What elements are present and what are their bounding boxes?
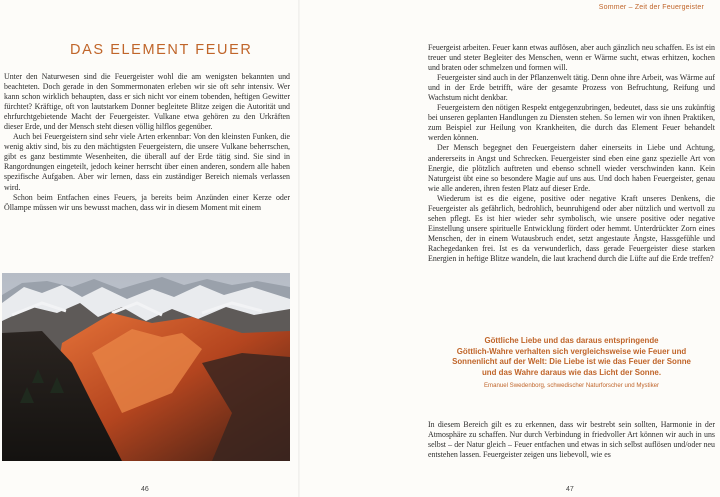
paragraph: Unter den Naturwesen sind die Feuergeister wohl die am wenigsten bekannten und beachteten. Doch gerade in den Sommermonaten erleben wir sie oft sehr intensiv. Wer kann schon wirklich behaupten, dass er sich nicht vor einem tobenden, heftigen Gewitter fürchtet? Kräftige, oft von lautstarkem Donner begleitete Blitze zeigen die Autorität und ehrfurchtgebietende Macht der Feuergeister. Vulkane etwa gehören zu den Urkräften dieser Erde, und der Mensch steht diesen völlig hilflos gegenüber. (4, 72, 290, 132)
quote-line: Sonnenlicht auf der Welt: Die Liebe ist wie das Feuer der Sonne (452, 357, 691, 367)
quote-line: und das Wahre daraus wie das Licht der Sonne. (481, 367, 662, 377)
paragraph: Schon beim Entfachen eines Feuers, ja bereits beim Anzünden einer Kerze oder Öllampe müssen wir uns bewusst machen, dass wir in diesem Moment mit einem (4, 192, 290, 212)
page-number-left: 46 (141, 486, 149, 493)
quote-line: Göttlich-Wahre verhalten sich vergleichsweise wie Feuer und (456, 346, 687, 356)
paragraph: Feuergeist arbeiten. Feuer kann etwas auflösen, aber auch gänzlich neu schaffen. Es ist ein treuer und steter Begleiter des Menschen, wenn er Wärme sucht, etwas erhitzen, kochen und braten oder schmelzen und formen will. (428, 43, 715, 73)
paragraph: Feuergeistern den nötigen Respekt entgegenzubringen, bedeutet, dass sie uns zukünftig bei unseren geplanten Handlungen zu Diensten stehen. So lernen wir von ihnen Praktiken, zum Beispiel zur Heilung von Krankheiten, die durch das Element Feuer behandelt werden können. (428, 103, 715, 143)
paragraph: In diesem Bereich gilt es zu erkennen, dass wir bestrebt sein sollten, Harmonie in der Atmosphäre zu schaffen. Nur durch Verbindung in friedvoller Art können wir auch in uns selbst – der Natur gleich – Feuer entfachen und etwas in sich selbst auflösen und/oder neu entstehen lassen. Feuergeister zeigen uns liebevoll, wie es (428, 420, 715, 460)
paragraph: Wiederum ist es die eigene, positive oder negative Kraft unseres Denkens, die Feuergeister als gefährlich, bedrohlich, beunruhigend oder aber nützlich und wertvoll zu sehen pflegt. Es ist hier wieder sehr symbolisch, wie unsere positive oder negative Einstellung unsere spirituelle Entwicklung fördert oder hemmt. Unterdrückter Zorn eines Menschen, der in einem Wutausbruch endet, setzt angestaute Ängste, Hassgefühle und Rachegedanken frei. Ist es da verwunderlich, dass gerade Feuergeister diese starken Energien in heftige Blitze wandeln, die laut krachend durch die Lüfte auf die Erde treffen? (428, 193, 715, 263)
running-head: Sommer – Zeit der Feuergeister (598, 4, 704, 11)
right-body-text (428, 43, 715, 264)
mountain-sunset-photo (2, 273, 290, 461)
left-body-text (4, 72, 290, 213)
page-number-right: 47 (566, 486, 574, 493)
paragraph: Feuergeister sind auch in der Pflanzenwelt tätig. Denn ohne ihre Arbeit, was Wärme auf und in der Erde betrifft, wäre der gesamte Prozess von Befruchtung, Reifung und Wachstum nicht denkbar. (428, 73, 715, 103)
chapter-title: DAS ELEMENT FEUER (70, 42, 253, 58)
quote-source: Emanuel Swedenborg, schwedischer Naturforscher und Mystiker (483, 382, 660, 390)
paragraph: Der Mensch begegnet den Feuergeistern daher einerseits in Liebe und Achtung, andererseits in Angst und Schrecken. Feuergeister sind eben eine ganz spezielle Art von Energie, die plötzlich auftreten und ebenso schnell wieder verschwinden kann. Kein Naturgeist übt eine so besondere Magie auf uns aus. Und doch haben Feuergeister, genau wie alle anderen, ihren festen Platz auf dieser Erde. (428, 143, 715, 193)
left-page (0, 0, 300, 497)
quote-text (428, 336, 715, 378)
pull-quote (428, 336, 715, 389)
quote-line: Göttliche Liebe und das daraus entspringende (484, 336, 659, 345)
right-body-text-bottom (428, 420, 715, 460)
right-page (300, 0, 720, 497)
paragraph: Auch bei Feuergeistern sind sehr viele Arten erkennbar: Von den kleinsten Funken, die wenig aktiv sind, bis zu den mächtigsten Feuergeistern, die unsere Vulkane beherrschen, gibt es ganz bestimmte Wesenheiten, die überall auf der Erde tätig sind. Sie sind in Rangordnungen eingeteilt, jedoch keiner herrscht über einen anderen, sondern alle haben spezifische Aufgaben. Aber wir lernen, dass ein zuständiger Bereich niemals verlassen wird. (4, 132, 290, 192)
